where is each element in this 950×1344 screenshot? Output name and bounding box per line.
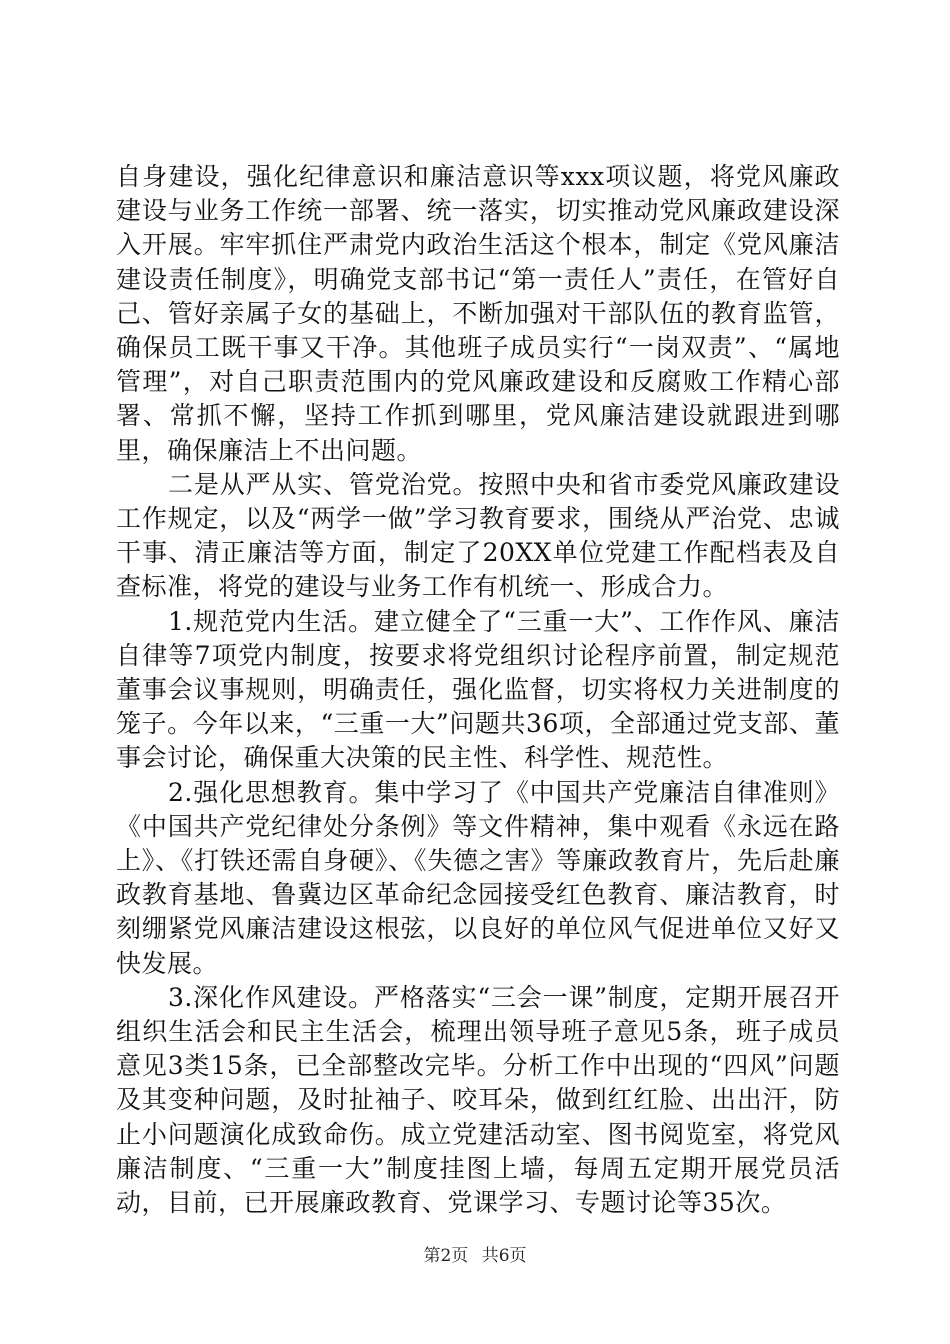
paragraph-standardize-party-life: 1.规范党内生活。建立健全了“三重一大”、工作作风、廉洁自律等7项党内制度，按要求将党组织讨论程序前置，制定规范董事会议事规则，明确责任，强化监督，切实将权力关进制度的笼子。今年以来，“三重一大”问题共36项，全部通过党支部、董事会讨论，确保重大决策的民主性、科学性、规范性。	[116, 606, 840, 773]
page-total: 共6页	[481, 1246, 527, 1266]
paragraph-work-style: 3.深化作风建设。严格落实“三会一课”制度，定期开展召开组织生活会和民主生活会，梳理出领导班子意见5条，班子成员意见3类15条，已全部整改完毕。分析工作中出现的“四风”问题及其变种问题，及时扯袖子、咬耳朵，做到红红脸、出出汗，防止小问题演化成致命伤。成立党建活动室、图书阅览室，将党风廉洁制度、“三重一大”制度挂图上墙，每周五定期开展党员活动，目前，已开展廉政教育、党课学习、专题讨论等35次。	[116, 982, 840, 1218]
paragraph-ideological-education: 2.强化思想教育。集中学习了《中国共产党廉洁自律准则》《中国共产党纪律处分条例》等文件精神，集中观看《永远在路上》、《打铁还需自身硬》、《失德之害》等廉政教育片，先后赴廉政教育基地、鲁冀边区革命纪念园接受红色教育、廉洁教育，时刻绷紧党风廉洁建设这根弦，以良好的单位风气促进单位又好又快发展。	[116, 777, 840, 978]
page-number: 第2页	[423, 1246, 469, 1266]
paragraph-strict-party-governance: 二是从严从实、管党治党。按照中央和省市委党风廉政建设工作规定，以及“两学一做”学习教育要求，围绕从严治党、忠诚干事、清正廉洁等方面，制定了20XX单位党建工作配档表及自查标准，将党的建设与业务工作有机统一、形成合力。	[116, 469, 840, 602]
document-body	[116, 160, 840, 1220]
paragraph-continuation: 自身建设，强化纪律意识和廉洁意识等xxx项议题，将党风廉政建设与业务工作统一部署、统一落实，切实推动党风廉政建设深入开展。牢牢抓住严肃党内政治生活这个根本，制定《党风廉洁建设责任制度》，明确党支部书记“第一责任人”责任，在管好自己、管好亲属子女的基础上，不断加强对干部队伍的教育监管，确保员工既干事又干净。其他班子成员实行“一岗双责”、“属地管理”，对自己职责范围内的党风廉政建设和反腐败工作精心部署、常抓不懈，坚持工作抓到哪里，党风廉洁建设就跟进到哪里，确保廉洁上不出问题。	[116, 162, 840, 465]
page-footer	[0, 1241, 950, 1266]
